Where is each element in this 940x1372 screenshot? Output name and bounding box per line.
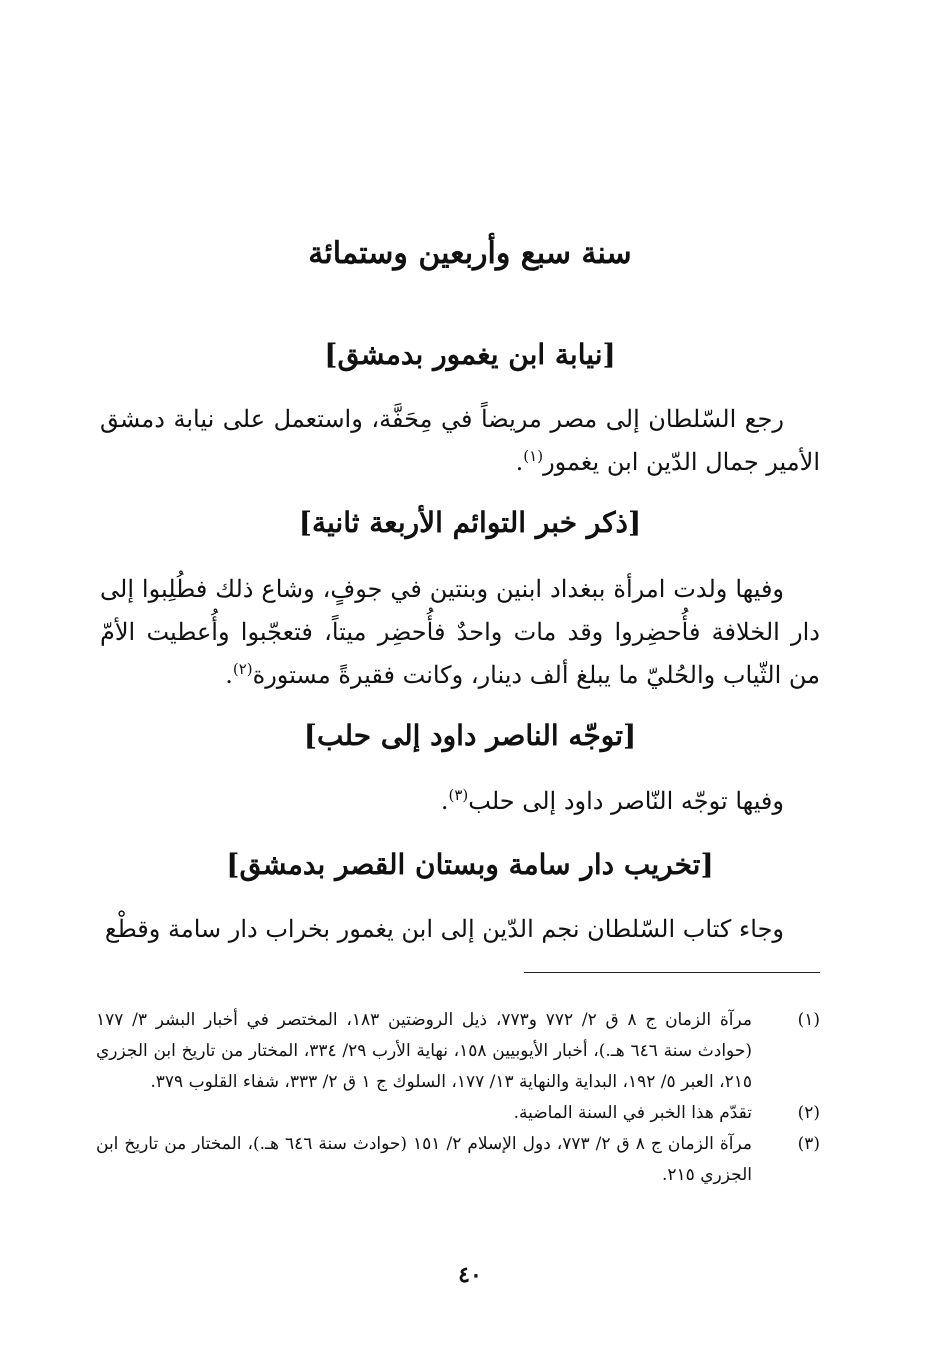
section-heading-quadruplets: [ذكر خبر التوائم الأربعة ثانية] [298, 506, 642, 539]
footnotes [96, 1005, 820, 1191]
paragraph-text: رجع السّلطان إلى مصر مريضاً في مِحَفَّة، واستعمل على نيابة دمشق الأمير جمال الدّين ابن يغمور [100, 405, 820, 476]
page-number: ٤٠ [458, 1262, 482, 1288]
footnote-text: تقدّم هذا الخبر في السنة الماضية. [513, 1103, 752, 1123]
footnote-divider [524, 972, 820, 973]
paragraph-text: وفيها ولدت امرأة ببغداد ابنين وبنتين في جوفٍ، وشاع ذلك فطُلِبوا إلى دار الخلافة فأُحضِروا وقد مات واحدٌ فأُحضِر ميتاً، فتعجّبوا وأُعطيت الأمّ من الثّياب والحُليّ ما يبلغ ألف دينار، وكانت فقيرةً مستورة [100, 575, 820, 689]
footnote-text: مرآة الزمان ج ٨ ق ٢/ ٧٧٣، دول الإسلام ٢/ ١٥١ (حوادث سنة ٦٤٦ هـ.)، المختار من تاريخ ابن الجزري ٢١٥. [96, 1134, 753, 1185]
year-title: سنة سبع وأربعين وستمائة [308, 236, 632, 271]
paragraph-end: . [225, 661, 233, 689]
paragraph-text: وفيها توجّه النّاصر داود إلى حلب [468, 787, 784, 815]
section-paragraph-dar-sama [100, 908, 820, 951]
paragraph-end: . [440, 787, 449, 815]
paragraph-text: وجاء كتاب السّلطان نجم الدّين إلى ابن يغمور بخراب دار سامة وقطْع [104, 915, 784, 943]
section-paragraph-nasir-dawud [100, 780, 820, 823]
footnote-ref[interactable]: (١) [523, 447, 544, 465]
footnote-ref[interactable]: (٢) [232, 660, 253, 678]
section-paragraph-quadruplets [100, 568, 820, 697]
paragraph-end: . [515, 448, 524, 476]
footnote-item [96, 1005, 820, 1098]
section-paragraph-ibn-yaghmur [100, 398, 820, 484]
footnote-number: (١) [797, 1010, 820, 1030]
footnote-item [96, 1098, 820, 1129]
footnote-number: (٢) [797, 1103, 820, 1123]
footnote-number: (٣) [797, 1134, 820, 1154]
footnote-ref[interactable]: (٣) [448, 786, 469, 804]
footnote-text: مرآة الزمان ج ٨ ق ٢/ ٧٧٢ و٧٧٣، ذيل الروضتين ١٨٣، المختصر في أخبار البشر ٣/ ١٧٧ (حوادث سنة ٦٤٦ هـ.)، أخبار الأيوبيين ١٥٨، نهاية الأرب ٢٩/ ٣٣٤، المختار من تاريخ ابن الجزري ٢١٥، العبر ٥/ ١٩٢، البداية والنهاية ١٣/ ١٧٧، السلوك ج ١ ق ٢/ ٣٣٣، شفاء القلوب ٣٧٩. [96, 1010, 752, 1092]
section-heading-dar-sama: [تخريب دار سامة وبستان القصر بدمشق] [226, 848, 714, 881]
footnote-item [96, 1129, 820, 1191]
section-heading-nasir-dawud: [توجّه الناصر داود إلى حلب] [303, 719, 637, 752]
section-heading-ibn-yaghmur: [نيابة ابن يغمور بدمشق] [324, 338, 616, 371]
